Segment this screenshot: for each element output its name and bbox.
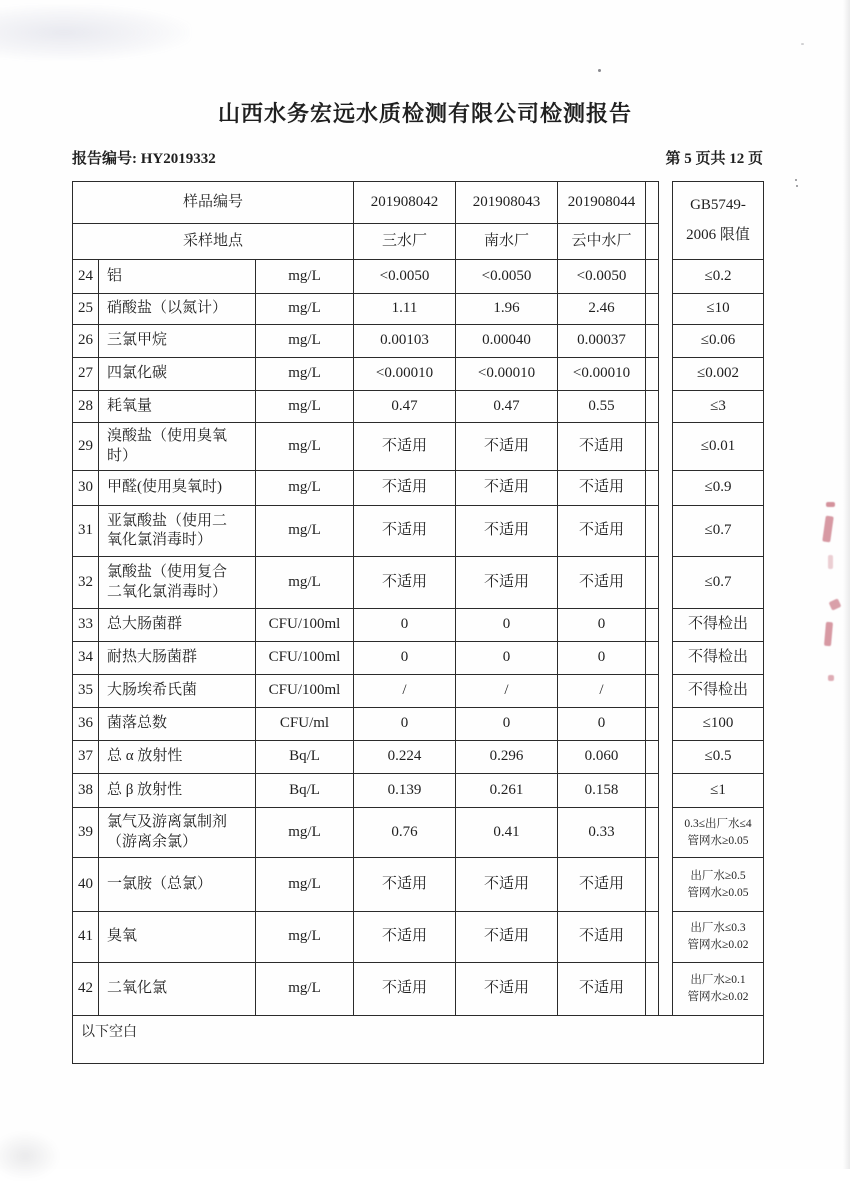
value-cell: 不适用 xyxy=(558,471,646,505)
spacer-cell xyxy=(646,325,658,357)
row-number-cell: 39 xyxy=(73,808,99,857)
item-name-cell: 三氯甲烷 xyxy=(99,325,256,357)
sample-id-cell: 201908043 xyxy=(456,182,558,223)
row-number-cell: 38 xyxy=(73,774,99,807)
location-cell: 三水厂 xyxy=(354,224,456,259)
unit-cell: Bq/L xyxy=(256,774,354,807)
unit-cell: mg/L xyxy=(256,260,354,293)
limit-cell: 出厂水≤0.3 管网水≥0.02 xyxy=(673,912,763,963)
table-row xyxy=(73,471,658,506)
value-cell: 不适用 xyxy=(354,557,456,608)
spacer-cell xyxy=(646,708,658,740)
value-cell: 0 xyxy=(456,708,558,740)
unit-cell: CFU/100ml xyxy=(256,675,354,707)
item-name-cell: 硝酸盐（以氮计） xyxy=(99,294,256,324)
sample-id-label: 样品编号 xyxy=(73,182,354,223)
location-label: 采样地点 xyxy=(73,224,354,259)
red-stamp-edge xyxy=(818,500,844,685)
spacer-cell xyxy=(646,912,658,962)
unit-cell: CFU/100ml xyxy=(256,609,354,641)
spacer-cell xyxy=(646,858,658,911)
limit-cell: 出厂水≥0.5 管网水≥0.05 xyxy=(673,858,763,912)
table-header-row-sample-id xyxy=(73,182,658,224)
value-cell: 不适用 xyxy=(354,912,456,962)
limit-cell: ≤3 xyxy=(673,391,763,423)
value-cell: 不适用 xyxy=(558,963,646,1015)
scan-speck xyxy=(796,185,798,187)
value-cell: 0.158 xyxy=(558,774,646,807)
spacer-cell xyxy=(646,609,658,641)
limit-cell: 0.3≤出厂水≤4 管网水≥0.05 xyxy=(673,808,763,858)
value-cell: 不适用 xyxy=(456,912,558,962)
page-indicator: 第 5 页共 12 页 xyxy=(665,151,763,167)
page-title: 山西水务宏远水质检测有限公司检测报告 xyxy=(217,101,632,126)
item-name-cell: 亚氯酸盐（使用二 氧化氯消毒时） xyxy=(99,506,256,556)
item-name-cell: 耐热大肠菌群 xyxy=(99,642,256,674)
table-row xyxy=(73,774,658,808)
limit-standard-label xyxy=(673,182,763,260)
spacer-cell xyxy=(646,675,658,707)
value-cell: 不适用 xyxy=(456,506,558,556)
value-cell: <0.0050 xyxy=(456,260,558,293)
limit-cell: ≤0.002 xyxy=(673,358,763,391)
table-row xyxy=(73,391,658,423)
row-number-cell: 27 xyxy=(73,358,99,390)
item-name-cell: 臭氧 xyxy=(99,912,256,962)
results-table xyxy=(72,181,659,1016)
value-cell: <0.0050 xyxy=(354,260,456,293)
unit-cell: CFU/ml xyxy=(256,708,354,740)
value-cell: 0 xyxy=(354,642,456,674)
value-cell: / xyxy=(456,675,558,707)
value-cell: 0.00037 xyxy=(558,325,646,357)
unit-cell: mg/L xyxy=(256,391,354,422)
table-row xyxy=(73,808,658,858)
limit-standard-line2: 2006 限值 xyxy=(686,227,750,243)
spacer-cell xyxy=(646,294,658,324)
value-cell: 0.47 xyxy=(456,391,558,422)
item-name-cell: 二氧化氯 xyxy=(99,963,256,1015)
value-cell: 不适用 xyxy=(456,471,558,505)
value-cell: 0.55 xyxy=(558,391,646,422)
value-cell: 1.11 xyxy=(354,294,456,324)
value-cell: 不适用 xyxy=(456,423,558,470)
value-cell: 0 xyxy=(456,642,558,674)
value-cell: 不适用 xyxy=(354,963,456,1015)
value-cell: 0.224 xyxy=(354,741,456,773)
table-row xyxy=(73,294,658,325)
location-cell: 云中水厂 xyxy=(558,224,646,259)
sample-id-cell: 201908044 xyxy=(558,182,646,223)
value-cell: 0.76 xyxy=(354,808,456,857)
footer-note: 以下空白 xyxy=(81,1025,137,1040)
limit-cell: ≤100 xyxy=(673,708,763,741)
table-row xyxy=(73,912,658,963)
limit-cell: ≤0.9 xyxy=(673,471,763,506)
unit-cell: mg/L xyxy=(256,963,354,1015)
spacer-cell xyxy=(646,506,658,556)
value-cell: 不适用 xyxy=(354,506,456,556)
item-name-cell: 总大肠菌群 xyxy=(99,609,256,641)
item-name-cell: 甲醛(使用臭氧时) xyxy=(99,471,256,505)
unit-cell: mg/L xyxy=(256,557,354,608)
item-name-cell: 铝 xyxy=(99,260,256,293)
spacer-cell xyxy=(646,358,658,390)
limit-cell: ≤0.7 xyxy=(673,506,763,557)
table-row xyxy=(73,506,658,557)
value-cell: / xyxy=(354,675,456,707)
value-cell: 0 xyxy=(558,642,646,674)
value-cell: 0 xyxy=(354,609,456,641)
value-cell: 不适用 xyxy=(456,557,558,608)
row-number-cell: 41 xyxy=(73,912,99,962)
sample-id-cell: 201908042 xyxy=(354,182,456,223)
row-number-cell: 24 xyxy=(73,260,99,293)
unit-cell: mg/L xyxy=(256,471,354,505)
row-number-cell: 31 xyxy=(73,506,99,556)
row-number-cell: 30 xyxy=(73,471,99,505)
table-header-row-location xyxy=(73,224,658,260)
item-name-cell: 四氯化碳 xyxy=(99,358,256,390)
limit-cell: ≤1 xyxy=(673,774,763,808)
spacer-cell xyxy=(646,642,658,674)
value-cell: 0.00040 xyxy=(456,325,558,357)
value-cell: 不适用 xyxy=(558,423,646,470)
value-cell: 不适用 xyxy=(558,506,646,556)
item-name-cell: 大肠埃希氏菌 xyxy=(99,675,256,707)
value-cell: 0 xyxy=(456,609,558,641)
spacer-cell xyxy=(646,557,658,608)
value-cell: 不适用 xyxy=(558,912,646,962)
value-cell: 不适用 xyxy=(354,471,456,505)
value-cell: <0.0050 xyxy=(558,260,646,293)
value-cell: 0 xyxy=(354,708,456,740)
row-number-cell: 35 xyxy=(73,675,99,707)
spacer-cell xyxy=(646,963,658,1015)
limit-cell: 不得检出 xyxy=(673,609,763,642)
value-cell: 0 xyxy=(558,609,646,641)
table-row xyxy=(73,609,658,642)
item-name-cell: 耗氧量 xyxy=(99,391,256,422)
item-name-cell: 菌落总数 xyxy=(99,708,256,740)
limit-cell: ≤0.01 xyxy=(673,423,763,471)
value-cell: 0.296 xyxy=(456,741,558,773)
value-cell: 0.47 xyxy=(354,391,456,422)
spacer-cell xyxy=(646,774,658,807)
row-number-cell: 26 xyxy=(73,325,99,357)
value-cell: 不适用 xyxy=(456,858,558,911)
limit-cell: ≤0.5 xyxy=(673,741,763,774)
scan-speck xyxy=(598,69,601,72)
table-row xyxy=(73,858,658,912)
unit-cell: mg/L xyxy=(256,858,354,911)
value-cell: 0.33 xyxy=(558,808,646,857)
row-number-cell: 33 xyxy=(73,609,99,641)
table-row xyxy=(73,557,658,609)
value-cell: 0.139 xyxy=(354,774,456,807)
unit-cell: Bq/L xyxy=(256,741,354,773)
row-number-cell: 32 xyxy=(73,557,99,608)
spacer-cell xyxy=(646,224,658,259)
table-row xyxy=(73,260,658,294)
location-cell: 南水厂 xyxy=(456,224,558,259)
value-cell: 0.060 xyxy=(558,741,646,773)
table-footer xyxy=(72,1015,764,1064)
unit-cell: mg/L xyxy=(256,358,354,390)
row-number-cell: 25 xyxy=(73,294,99,324)
row-number-cell: 42 xyxy=(73,963,99,1015)
table-row xyxy=(73,708,658,741)
spacer-cell xyxy=(646,808,658,857)
limit-standard-line1: GB5749- xyxy=(690,196,746,213)
unit-cell: mg/L xyxy=(256,325,354,357)
limit-cell: 不得检出 xyxy=(673,642,763,675)
scan-speck xyxy=(795,179,797,181)
value-cell: 1.96 xyxy=(456,294,558,324)
limit-cell: ≤0.7 xyxy=(673,557,763,609)
table-row xyxy=(73,741,658,774)
table-row xyxy=(73,963,658,1015)
value-cell: / xyxy=(558,675,646,707)
value-cell: 0.41 xyxy=(456,808,558,857)
row-number-cell: 29 xyxy=(73,423,99,470)
row-number-cell: 28 xyxy=(73,391,99,422)
row-number-cell: 37 xyxy=(73,741,99,773)
item-name-cell: 溴酸盐（使用臭氧 时） xyxy=(99,423,256,470)
unit-cell: mg/L xyxy=(256,294,354,324)
row-number-cell: 40 xyxy=(73,858,99,911)
unit-cell: mg/L xyxy=(256,506,354,556)
value-cell: 不适用 xyxy=(354,423,456,470)
scan-edge-shadow xyxy=(843,0,850,1169)
limit-cell: ≤0.06 xyxy=(673,325,763,358)
spacer-cell xyxy=(646,260,658,293)
item-name-cell: 总 β 放射性 xyxy=(99,774,256,807)
scan-speck xyxy=(801,43,804,45)
item-name-cell: 氯酸盐（使用复合 二氧化氯消毒时） xyxy=(99,557,256,608)
value-cell: 0.261 xyxy=(456,774,558,807)
unit-cell: CFU/100ml xyxy=(256,642,354,674)
spacer-cell xyxy=(646,471,658,505)
spacer-cell xyxy=(646,182,658,223)
spacer-cell xyxy=(646,423,658,470)
value-cell: 0.00103 xyxy=(354,325,456,357)
limit-column xyxy=(672,181,764,1016)
report-meta xyxy=(72,147,763,169)
value-cell: <0.00010 xyxy=(456,358,558,390)
table-row xyxy=(73,423,658,471)
value-cell: 不适用 xyxy=(558,557,646,608)
table-row xyxy=(73,642,658,675)
value-cell: <0.00010 xyxy=(558,358,646,390)
table-row xyxy=(73,675,658,708)
table-row xyxy=(73,325,658,358)
report-number: 报告编号: HY2019332 xyxy=(72,151,216,167)
value-cell: 不适用 xyxy=(558,858,646,911)
row-number-cell: 34 xyxy=(73,642,99,674)
item-name-cell: 总 α 放射性 xyxy=(99,741,256,773)
row-number-cell: 36 xyxy=(73,708,99,740)
item-name-cell: 一氯胺（总氯） xyxy=(99,858,256,911)
unit-cell: mg/L xyxy=(256,912,354,962)
value-cell: 0 xyxy=(558,708,646,740)
limit-cell: 出厂水≥0.1 管网水≥0.02 xyxy=(687,974,749,1003)
value-cell: <0.00010 xyxy=(354,358,456,390)
item-name-cell: 氯气及游离氯制剂 （游离余氯） xyxy=(99,808,256,857)
table-row xyxy=(73,358,658,391)
limit-cell: 不得检出 xyxy=(673,675,763,708)
unit-cell: mg/L xyxy=(256,808,354,857)
scan-smudge-top-left xyxy=(0,5,190,60)
limit-cell: ≤10 xyxy=(673,294,763,325)
value-cell: 不适用 xyxy=(456,963,558,1015)
limit-cell: ≤0.2 xyxy=(673,260,763,294)
value-cell: 不适用 xyxy=(354,858,456,911)
spacer-cell xyxy=(646,741,658,773)
scan-smudge-bottom-left xyxy=(0,1131,60,1181)
value-cell: 2.46 xyxy=(558,294,646,324)
unit-cell: mg/L xyxy=(256,423,354,470)
spacer-cell xyxy=(646,391,658,422)
